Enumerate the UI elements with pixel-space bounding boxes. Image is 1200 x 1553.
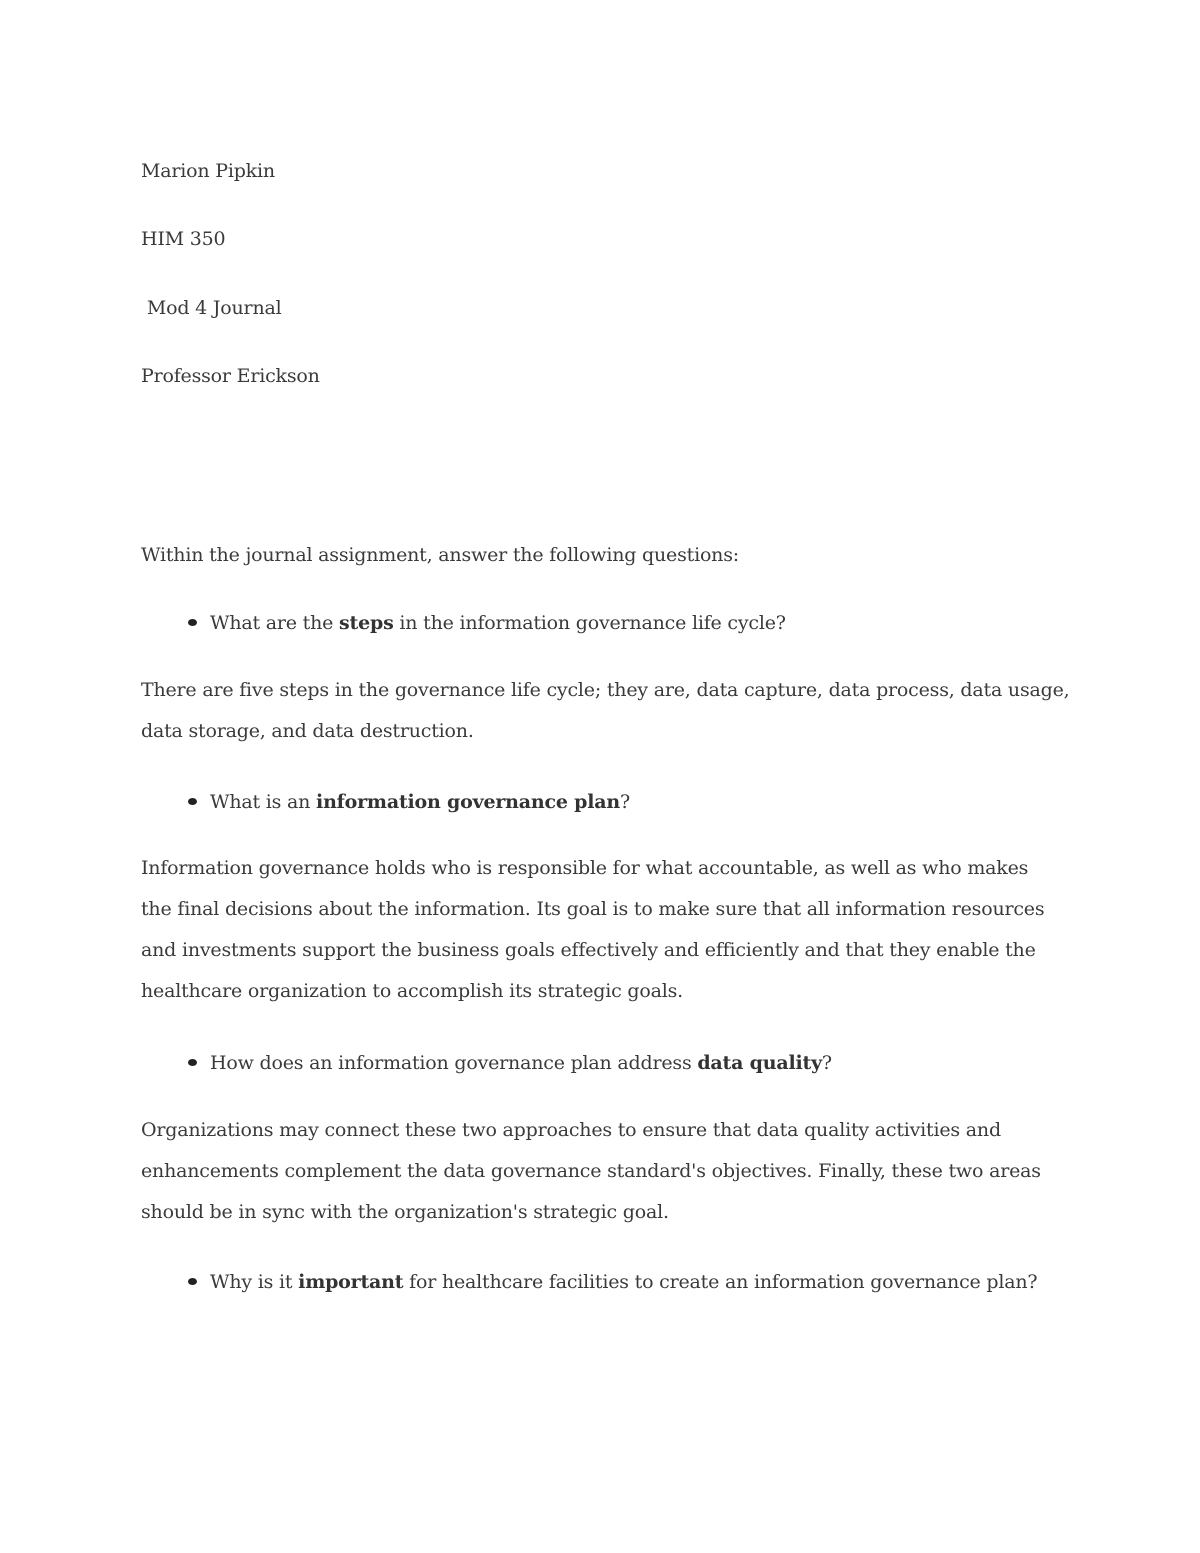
bullet-icon bbox=[188, 1278, 197, 1285]
question-text-pre: What are the bbox=[210, 612, 340, 634]
question-text-bold: steps bbox=[339, 612, 394, 634]
question-text-bold: data quality bbox=[697, 1052, 822, 1074]
bullet-icon bbox=[188, 1059, 197, 1066]
question-item bbox=[188, 790, 630, 814]
question-text-post: ? bbox=[619, 791, 630, 813]
question-text-bold: important bbox=[298, 1271, 404, 1293]
answer-paragraph bbox=[141, 670, 1070, 752]
question-text-post: ? bbox=[821, 1052, 832, 1074]
answer-line: Organizations may connect these two approaches to ensure that data quality activities and bbox=[141, 1119, 1001, 1141]
answer-line: healthcare organization to accomplish its strategic goals. bbox=[141, 980, 683, 1002]
question-item bbox=[188, 611, 786, 635]
question-text-bold: information governance plan bbox=[316, 791, 620, 813]
answer-line: data storage, and data destruction. bbox=[141, 720, 474, 742]
answer-line: and investments support the business goals effectively and efficiently and that they enable the bbox=[141, 939, 1036, 961]
question-text-pre: How does an information governance plan address bbox=[210, 1052, 698, 1074]
answer-line: There are five steps in the governance life cycle; they are, data capture, data process, data usage, bbox=[141, 679, 1070, 701]
author-name: Marion Pipkin bbox=[141, 160, 275, 182]
question-item bbox=[188, 1051, 832, 1075]
answer-line: should be in sync with the organization's strategic goal. bbox=[141, 1201, 669, 1223]
answer-paragraph bbox=[141, 1110, 1061, 1233]
assignment-title: Mod 4 Journal bbox=[141, 297, 282, 319]
question-text-post: for healthcare facilities to create an information governance plan? bbox=[403, 1271, 1038, 1293]
bullet-icon bbox=[188, 619, 197, 626]
intro-text: Within the journal assignment, answer the following questions: bbox=[141, 544, 739, 566]
question-text-pre: Why is it bbox=[210, 1271, 299, 1293]
answer-line: enhancements complement the data governance standard's objectives. Finally, these two areas bbox=[141, 1160, 1041, 1182]
answer-line: Information governance holds who is responsible for what accountable, as well as who makes bbox=[141, 857, 1029, 879]
bullet-icon bbox=[188, 798, 197, 805]
professor-name: Professor Erickson bbox=[141, 365, 320, 387]
answer-line: the final decisions about the information. Its goal is to make sure that all information resources bbox=[141, 898, 1045, 920]
question-text-pre: What is an bbox=[210, 791, 317, 813]
question-text-post: in the information governance life cycle? bbox=[393, 612, 786, 634]
question-item bbox=[188, 1270, 1037, 1294]
answer-paragraph bbox=[141, 848, 1061, 1012]
course-code: HIM 350 bbox=[141, 228, 226, 250]
